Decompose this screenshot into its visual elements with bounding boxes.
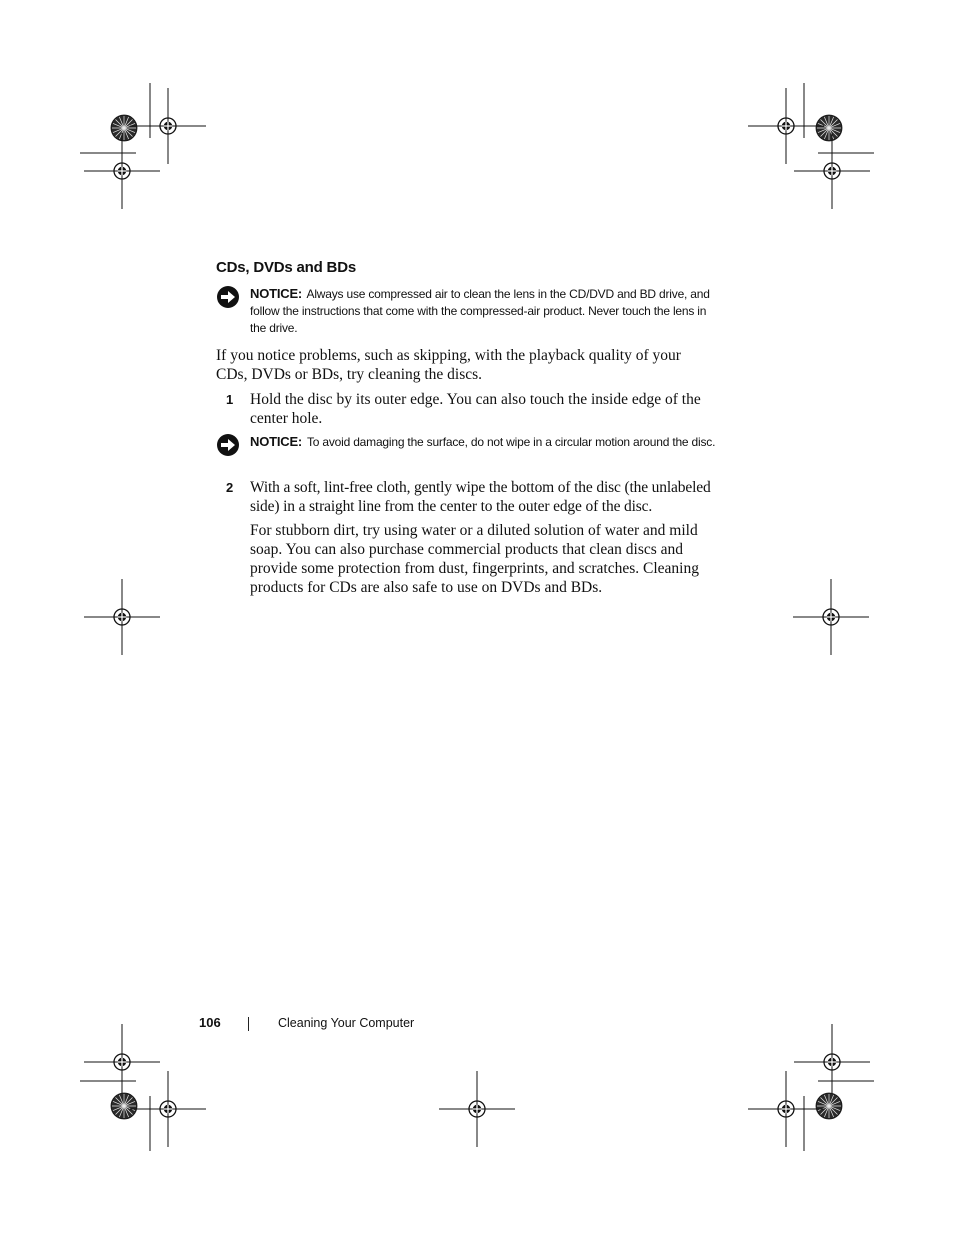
registration-mark-icon	[748, 1071, 824, 1147]
footer-divider	[248, 1017, 249, 1031]
step-number: 1	[226, 392, 234, 407]
notice-text	[250, 285, 716, 337]
notice-body: To avoid damaging the surface, do not wipe in a circular motion around the disc.	[306, 435, 716, 449]
step-number: 2	[226, 480, 234, 495]
registration-mark-icon	[130, 1071, 206, 1147]
page-number: 106	[199, 1015, 221, 1030]
chapter-title: Cleaning Your Computer	[278, 1016, 415, 1030]
notice-body: Always use compressed air to clean the lens in the CD/DVD and BD drive, and follow the instructions that come with the compressed-air product. Never touch the lens in the drive.	[250, 287, 710, 335]
star-target-icon	[111, 115, 137, 141]
notice-label: NOTICE:	[250, 286, 303, 301]
registration-mark-icon	[439, 1071, 515, 1147]
star-target-icon	[816, 1093, 842, 1119]
registration-mark-icon	[84, 1024, 160, 1100]
star-target-icon	[816, 115, 842, 141]
notice-arrow-icon	[216, 433, 240, 457]
registration-mark-icon	[84, 579, 160, 655]
registration-mark-icon	[793, 579, 869, 655]
registration-mark-icon	[130, 88, 206, 164]
step-text: With a soft, lint-free cloth, gently wipe the bottom of the disc (the unlabeled side) in a straight line from the center to the outer edge of the disc.	[250, 479, 711, 515]
step-text: Hold the disc by its outer edge. You can also touch the inside edge of the center hole.	[250, 391, 701, 427]
notice-block	[216, 285, 716, 337]
notice-arrow-icon	[216, 285, 240, 309]
registration-mark-icon	[794, 1024, 870, 1100]
registration-mark-icon	[84, 133, 160, 209]
notice-block	[216, 433, 716, 451]
section-heading: CDs, DVDs and BDs	[216, 259, 356, 276]
notice-label: NOTICE:	[250, 434, 303, 449]
registration-mark-icon	[748, 88, 824, 164]
step-followup-paragraph: For stubborn dirt, try using water or a diluted solution of water and mild soap. You can also purchase commercial products that clean discs and provide some protection from dust, fingerprints, and scratches. Cleaning products for CDs are also safe to use on DVDs and BDs.	[250, 522, 699, 596]
notice-text	[250, 433, 716, 451]
registration-mark-icon	[794, 133, 870, 209]
intro-paragraph: If you notice problems, such as skipping, with the playback quality of your CDs, DVDs or BDs, try cleaning the discs.	[216, 347, 681, 383]
star-target-icon	[111, 1093, 137, 1119]
